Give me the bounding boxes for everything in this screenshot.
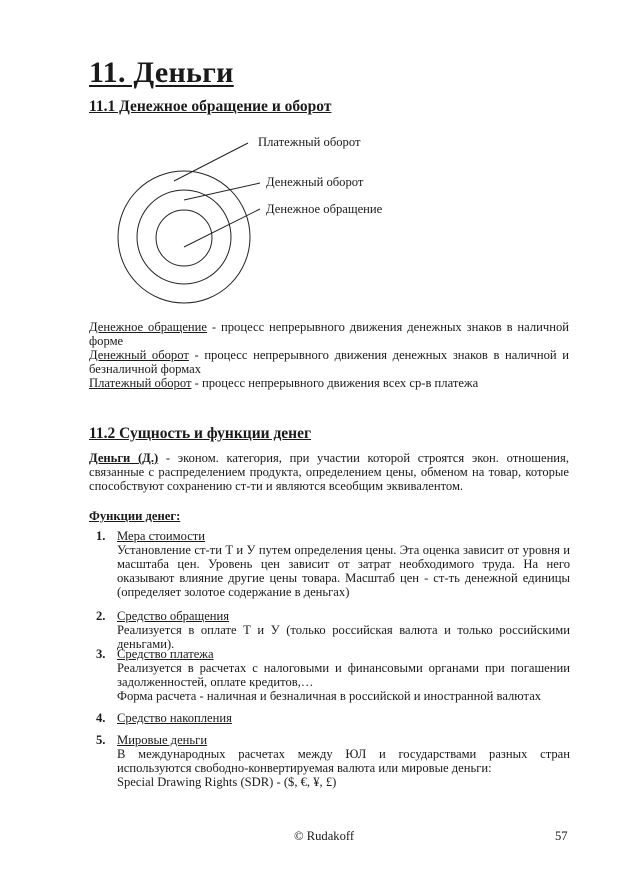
function-title: Средство платежа (117, 647, 214, 661)
function-title: Мера стоимости (117, 529, 206, 543)
section-heading-11-2: 11.2 Сущность и функции денег (89, 425, 312, 442)
chapter-title: 11. Деньги (89, 56, 234, 89)
function-title: Средство накопления (117, 711, 232, 725)
diagram-label-money-turnover: Денежный оборот (266, 175, 364, 189)
footer-copyright: © Rudakoff (294, 829, 355, 843)
term: Денежное обращение (89, 320, 207, 334)
definition-payment-turnover: Платежный оборот - процесс непрерывного движения всех ср-в платежа (89, 376, 479, 390)
definition-money-turnover: Денежный оборот - процесс непрерывного движения денежных знаков в наличной и безналичной формах (89, 348, 569, 376)
definition-money-circulation: Денежное обращение - процесс непрерывного движения денежных знаков в наличной форме (89, 320, 569, 348)
term: Платежный оборот (89, 376, 192, 390)
page-number: 57 (555, 829, 568, 843)
term: Деньги (Д.) (89, 451, 159, 465)
concentric-circles-diagram (0, 0, 624, 320)
function-item: 3. Средство платежа Реализуется в расчетах с налоговыми и финансовыми органами при погашении задолженностей, оплате кредитов,… Форма расчета - наличная и безналичная в российской и иностранной валютах (96, 647, 570, 703)
function-item: 1. Мера стоимости Установление ст-ти Т и У путем определения цены. Эта оценка зависит от уровня и масштаба цен. Уровень цен зависит от затрат необходимого труда. На него оказывают влияние другие цены товара. Масштаб цен - ст-ть денежной единицы (определяет золотое содержание в деньгах) (96, 529, 570, 599)
inner-circle-money-circulation (156, 210, 212, 266)
functions-heading: Функции денег: (89, 509, 181, 523)
section-heading-11-1: 11.1 Денежное обращение и оборот (89, 98, 332, 115)
money-definition: Деньги (Д.) - эконом. категория, при участии которой строятся экон. отношения, связанные с распределением продукта, определением цены, обменом на товар, которые способствуют сохранению ст-ти и являются всеобщим эквивалентом. (89, 451, 569, 493)
diagram-label-money-circulation: Денежное обращение (266, 202, 383, 216)
outer-circle-payment-turnover (118, 171, 250, 303)
function-title: Мировые деньги (117, 733, 208, 747)
function-item: 5. Мировые деньги В международных расчетах между ЮЛ и государствами разных стран используются свободно-конвертируемая валюта или мировые деньги: Special Drawing Rights (SDR) - ($, €, ¥, £) (96, 733, 570, 789)
leader-line-payment (174, 143, 248, 181)
definitions-block (89, 320, 569, 390)
function-item: 2. Средство обращения Реализуется в оплате Т и У (только российская валюта и только российскими деньгами). (96, 609, 570, 651)
function-item: 4. Средство накопления (96, 711, 570, 725)
middle-circle-money-turnover (137, 190, 231, 284)
term: Денежный оборот (89, 348, 189, 362)
diagram-label-payment-turnover: Платежный оборот (258, 135, 361, 149)
function-title: Средство обращения (117, 609, 230, 623)
leader-line-money-circulation (184, 209, 260, 247)
